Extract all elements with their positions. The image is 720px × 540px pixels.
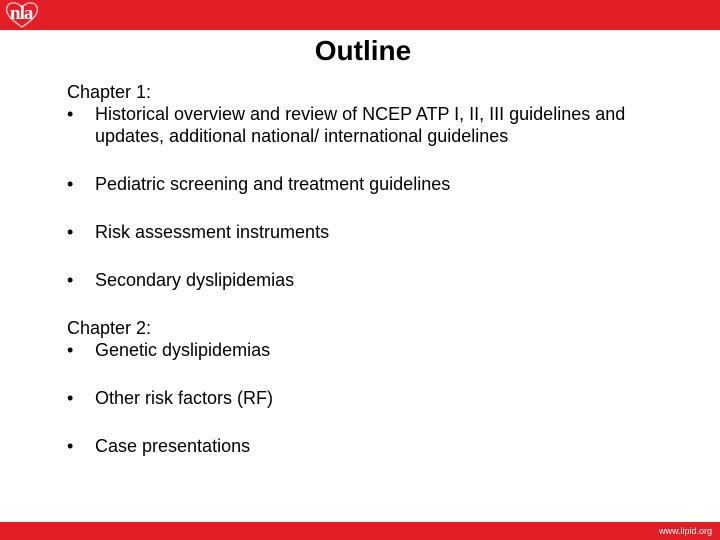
list-item	[67, 173, 697, 195]
chapter-heading: Chapter 2:	[67, 318, 152, 338]
list-item-text: Genetic dyslipidemias	[95, 340, 271, 360]
bullet: •	[67, 340, 74, 360]
footer-url: www.lipid.org	[658, 526, 712, 536]
nla-logo	[2, 0, 42, 30]
list-item-text: Case presentations	[95, 436, 251, 456]
bullet: •	[67, 388, 74, 408]
header-bar	[0, 0, 720, 30]
bullet: •	[67, 222, 74, 242]
chapter-heading: Chapter 1:	[67, 82, 152, 102]
chapter-1	[67, 81, 697, 291]
bullet: •	[67, 174, 74, 194]
list-item-text: Historical overview and review of NCEP ATP I, II, III guidelines and updates, additional national/ international guidelines	[95, 104, 626, 146]
list-item	[67, 103, 697, 147]
bullet: •	[67, 270, 74, 290]
list-item-text: Secondary dyslipidemias	[95, 270, 295, 290]
bullet: •	[67, 104, 74, 124]
list-item-text: Risk assessment instruments	[95, 222, 330, 242]
list-item	[67, 269, 697, 291]
list-item	[67, 387, 697, 409]
logo-text: nla	[10, 3, 33, 24]
footer-bar	[0, 522, 720, 540]
outline-content	[67, 81, 697, 457]
page-title: Outline	[314, 35, 412, 66]
bullet: •	[67, 436, 74, 456]
list-item-text: Other risk factors (RF)	[95, 388, 274, 408]
list-item-text: Pediatric screening and treatment guidelines	[95, 174, 451, 194]
list-item	[67, 339, 697, 361]
chapter-2	[67, 317, 697, 457]
list-item	[67, 435, 697, 457]
list-item	[67, 221, 697, 243]
